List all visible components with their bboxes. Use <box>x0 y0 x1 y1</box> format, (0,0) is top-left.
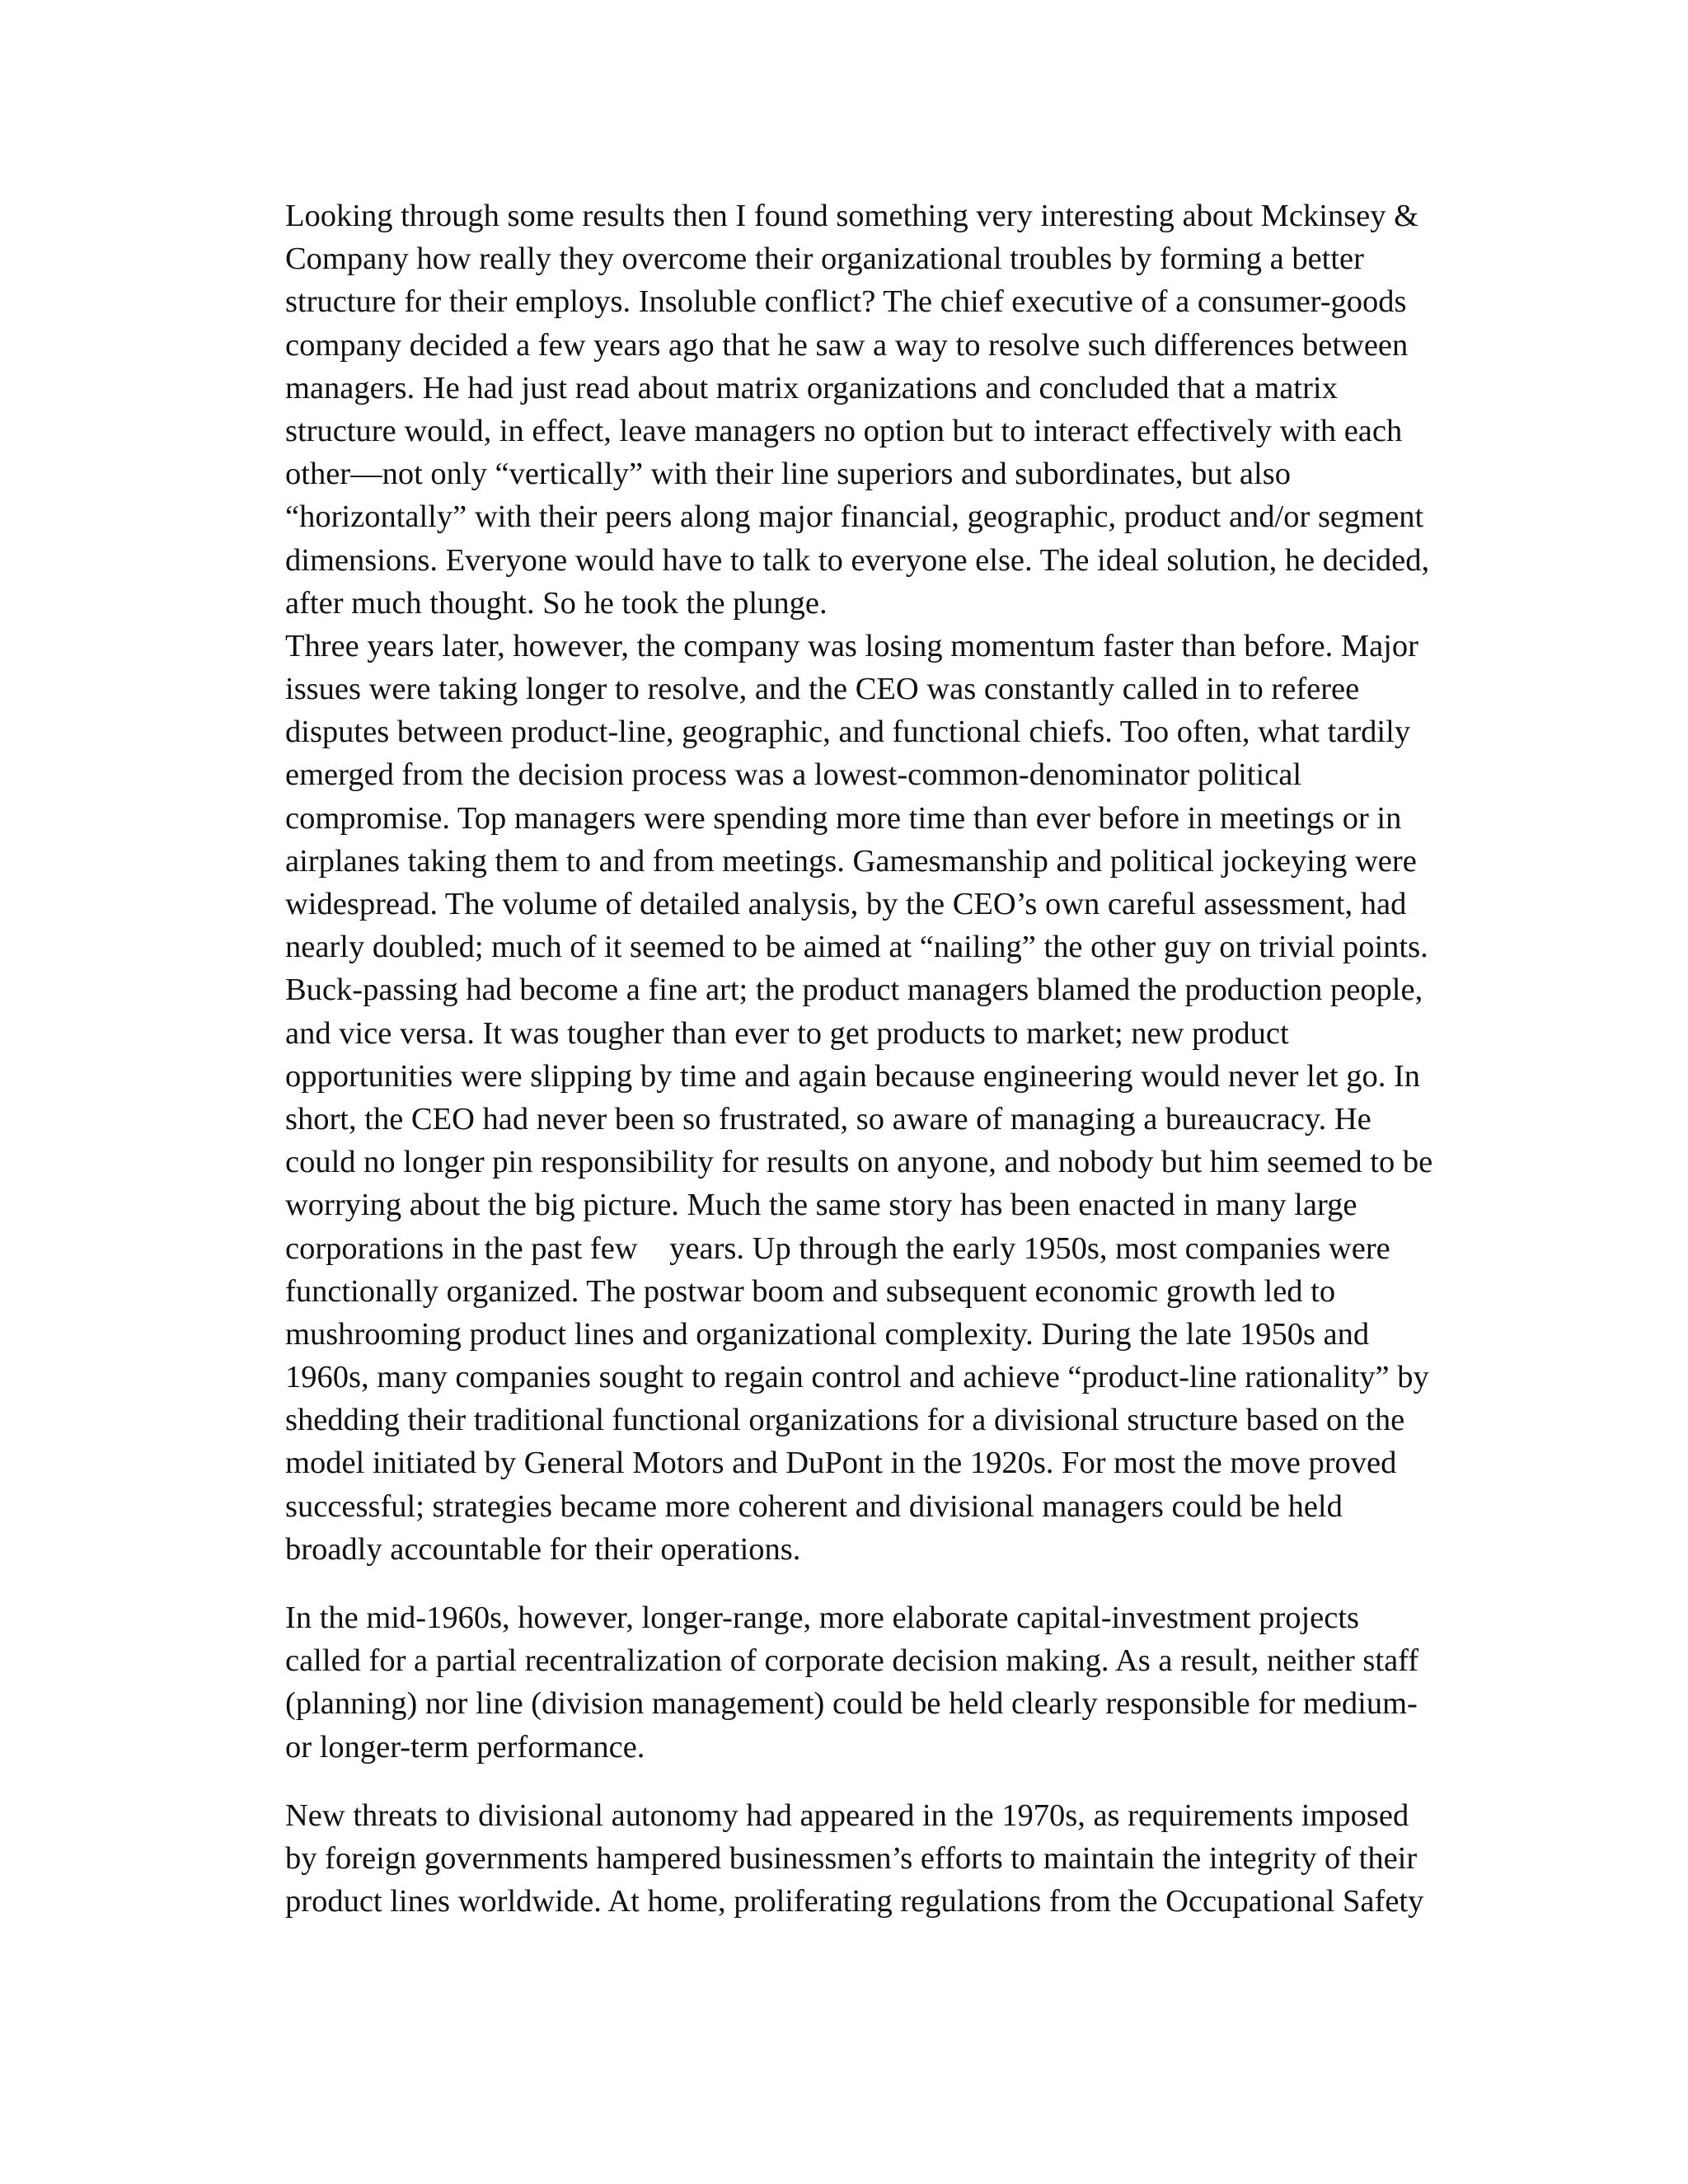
text-line: model initiated by General Motors and DuPont in the 1920s. For most the move proved <box>285 1446 1397 1481</box>
text-line: functionally organized. The postwar boom and subsequent economic growth led to <box>285 1273 1336 1309</box>
text-line: corporations in the past few years. Up through the early 1950s, most companies were <box>285 1230 1390 1266</box>
paragraph-spacer <box>285 1571 1472 1596</box>
text-line: structure for their employs. Insoluble conflict? The chief executive of a consumer-goods <box>285 284 1407 320</box>
paragraph-spacer <box>285 1769 1472 1794</box>
text-line: Buck-passing had become a fine art; the product managers blamed the production people, <box>285 972 1423 1008</box>
text-line: company decided a few years ago that he saw a way to resolve such differences between <box>285 327 1409 363</box>
text-line: disputes between product-line, geographic, and functional chiefs. Too often, what tardily <box>285 715 1411 750</box>
text-line: shedding their traditional functional organizations for a divisional structure based on the <box>285 1403 1405 1438</box>
text-line: New threats to divisional autonomy had appeared in the 1970s, as requirements imposed <box>285 1797 1409 1833</box>
text-line: structure would, in effect, leave managers no option but to interact effectively with each <box>285 413 1403 448</box>
text-line: other—not only “vertically” with their line superiors and subordinates, but also <box>285 457 1291 492</box>
text-line: Looking through some results then I found something very interesting about Mckinsey & <box>285 199 1419 233</box>
text-line: In the mid-1960s, however, longer-range, more elaborate capital-investment projects <box>285 1601 1360 1635</box>
text-line: by foreign governments hampered businessmen’s efforts to maintain the integrity of their <box>285 1840 1418 1876</box>
text-line: (planning) nor line (division management) could be held clearly responsible for medium- <box>285 1686 1418 1722</box>
text-line: issues were taking longer to resolve, and the CEO was constantly called in to referee <box>285 672 1360 707</box>
text-line: product lines worldwide. At home, proliferating regulations from the Occupational Safety <box>285 1884 1424 1919</box>
text-line: successful; strategies became more coherent and divisional managers could be held <box>285 1488 1343 1524</box>
text-line: nearly doubled; much of it seemed to be aimed at “nailing” the other guy on trivial points. <box>285 930 1428 965</box>
text-line: short, the CEO had never been so frustrated, so aware of managing a bureaucracy. He <box>285 1101 1372 1137</box>
text-line: could no longer pin responsibility for results on anyone, and nobody but him seemed to be <box>285 1145 1433 1180</box>
text-line: after much thought. So he took the plunge. <box>285 585 828 621</box>
text-line: called for a partial recentralization of corporate decision making. As a result, neither staff <box>285 1643 1419 1679</box>
paragraph-1 <box>285 194 1472 625</box>
text-line: Three years later, however, the company was losing momentum faster than before. Major <box>285 628 1418 663</box>
paragraph-4 <box>285 1794 1472 1924</box>
text-line: Company how really they overcome their organizational troubles by forming a better <box>285 241 1364 277</box>
text-line: emerged from the decision process was a lowest-common-denominator political <box>285 757 1302 793</box>
text-line: 1960s, many companies sought to regain control and achieve “product-line rationality” by <box>285 1360 1429 1395</box>
text-line: and vice versa. It was tougher than ever to get products to market; new product <box>285 1015 1289 1051</box>
text-line: or longer-term performance. <box>285 1729 645 1765</box>
body-text <box>285 194 1472 1923</box>
text-line: managers. He had just read about matrix organizations and concluded that a matrix <box>285 370 1338 405</box>
paragraph-3 <box>285 1596 1472 1769</box>
text-line: widespread. The volume of detailed analysis, by the CEO’s own careful assessment, had <box>285 887 1407 921</box>
text-line: airplanes taking them to and from meetings. Gamesmanship and political jockeying were <box>285 843 1417 879</box>
text-line: dimensions. Everyone would have to talk to everyone else. The ideal solution, he decided, <box>285 542 1430 578</box>
text-line: mushrooming product lines and organizational complexity. During the late 1950s and <box>285 1316 1370 1352</box>
text-line: “horizontally” with their peers along major financial, geographic, product and/or segment <box>285 499 1424 535</box>
text-line: worrying about the big picture. Much the same story has been enacted in many large <box>285 1188 1357 1223</box>
paragraph-2 <box>285 625 1472 1571</box>
text-line: opportunities were slipping by time and again because engineering would never let go. In <box>285 1058 1421 1094</box>
text-line: broadly accountable for their operations. <box>285 1531 801 1567</box>
text-line: compromise. Top managers were spending more time than ever before in meetings or in <box>285 800 1402 836</box>
